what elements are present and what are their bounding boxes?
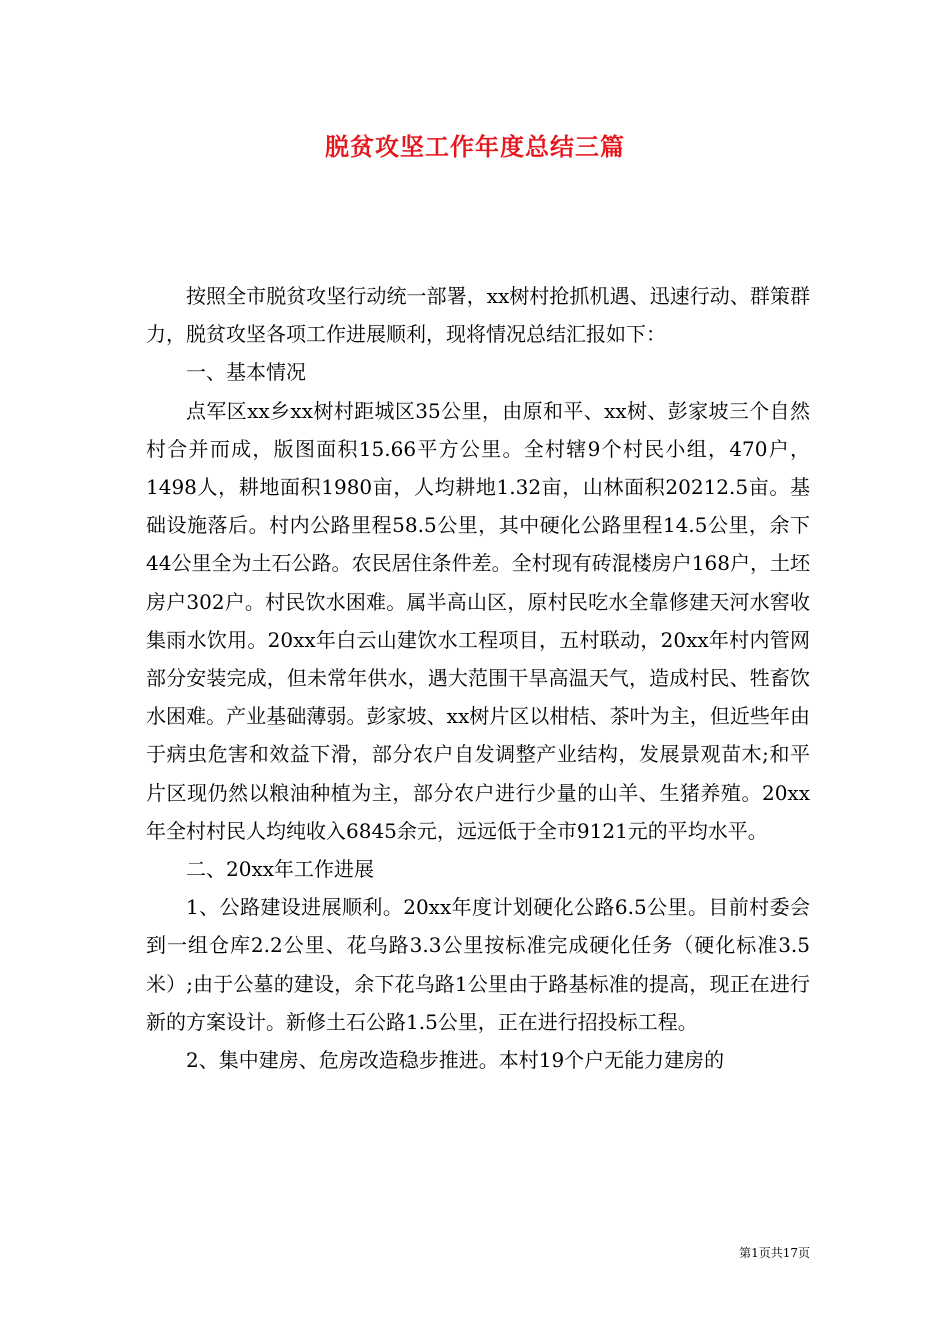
paragraph-housing: 2、集中建房、危房改造稳步推进。本村19个户无能力建房的 [186, 1048, 725, 1073]
document-title: 脱贫攻坚工作年度总结三篇 [325, 132, 625, 161]
page-number-footer: 第1页共17页 [739, 1246, 810, 1260]
section-heading-basic-situation: 一、基本情况 [186, 360, 306, 385]
paragraph-basic-situation: 点军区xx乡xx树村距城区35公里，由原和平、xx树、彭家坡三个自然村合并而成，版图面积15.66平方公里。全村辖9个村民小组，470户，1498人，耕地面积1980亩，人均耕地1.32亩，山林面积20212.5亩。基础设施落后。村内公路里程58.5公里，其中硬化公路里程14.5公里，余下44公里全为土石公路。农民居住条件差。全村现有砖混楼房户168户，土坯房户302户。村民饮水困难。属半高山区，原村民吃水全靠修建天河水窖收集雨水饮用。20xx年白云山建饮水工程项目，五村联动，20xx年村内管网部分安装完成，但未常年供水，遇大范围干旱高温天气，造成村民、牲畜饮水困难。产业基础薄弱。彭家坡、xx树片区以柑桔、茶叶为主，但近些年由于病虫危害和效益下滑，部分农户自发调整产业结构，发展景观苗木;和平片区现仍然以粮油种植为主，部分农户进行少量的山羊、生猪养殖。20xx年全村村民人均纯收入6845余元，远远低于全市9121元的平均水平。 [146, 398, 810, 843]
section-heading-work-progress: 二、20xx年工作进展 [186, 857, 375, 882]
paragraph-intro: 按照全市脱贫攻坚行动统一部署，xx树村抢抓机遇、迅速行动、群策群力，脱贫攻坚各项工作进展顺利，现将情况总结汇报如下： [146, 284, 810, 347]
paragraph-road-construction: 1、公路建设进展顺利。20xx年度计划硬化公路6.5公里。目前村委会到一组仓库2.2公里、花乌路3.3公里按标准完成硬化任务（硬化标准3.5米）;由于公墓的建设，余下花乌路1公里由于路基标准的提高，现正在进行新的方案设计。新修土石公路1.5公里，正在进行招投标工程。 [146, 895, 810, 1034]
document-body [146, 277, 810, 1079]
